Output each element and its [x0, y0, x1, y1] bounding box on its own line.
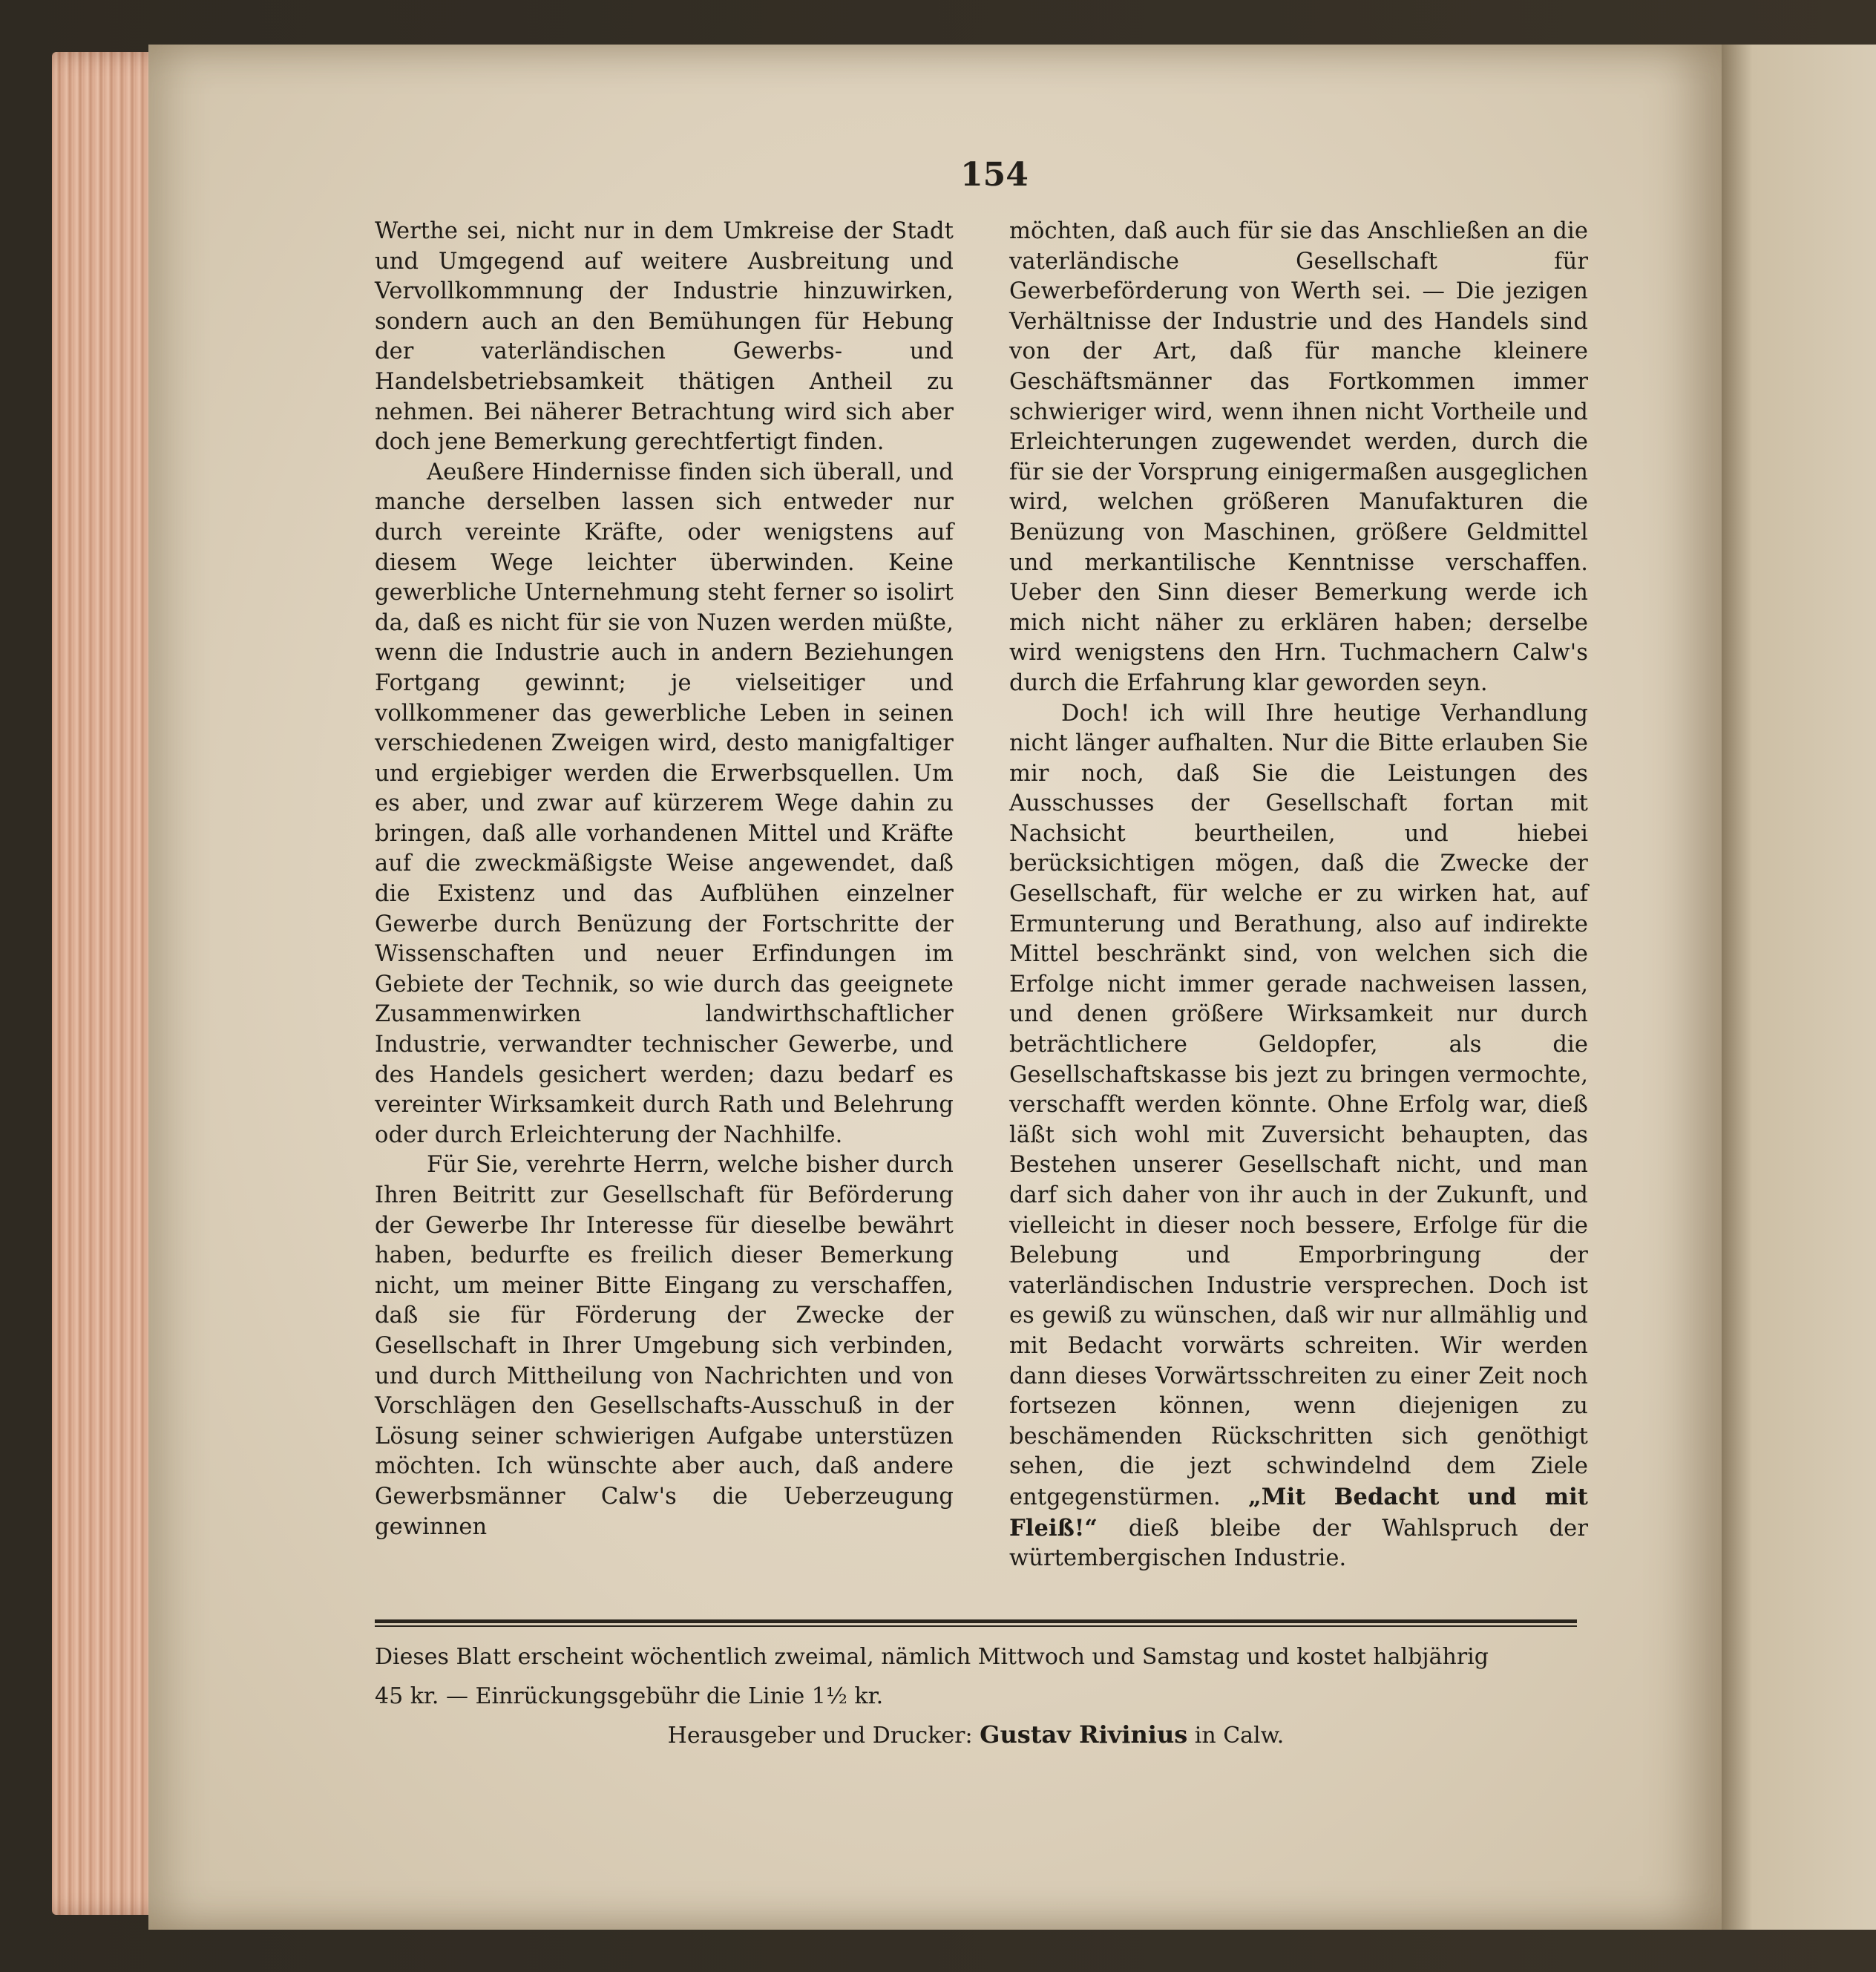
footer-line-2: 45 kr. — Einrückungsgebühr die Linie 1½ kr.	[375, 1683, 884, 1709]
facing-page-edge	[1722, 45, 1876, 1930]
left-paragraph-3: Für Sie, verehrte Herrn, welche bisher durch Ihren Beitritt zur Gesellschaft für Beförderung der Gewerbe Ihr Interesse für dieselbe bewährt haben, bedurfte es freilich dieser Bemerkung nicht, um meiner Bitte Eingang zu verschaffen, daß sie für Förderung der Zwecke der Gesellschaft in Ihrer Umgebung sich verbinden, und durch Mittheilung von Nachrichten und von Vorschlägen den Gesellschafts-Ausschuß in der Lösung seiner schwierigen Aufgabe unterstüzen möchten. Ich wünschte aber auch, daß andere Gewerbsmänner Calw's die Ueberzeugung gewinnen	[375, 1152, 954, 1540]
imprint-suffix: in Calw.	[1194, 1723, 1285, 1749]
footer-imprint	[375, 1720, 1577, 1749]
right-paragraph-2-text: Doch! ich will Ihre heutige Verhandlung nicht länger aufhalten. Nur die Bitte erlauben Sie mir noch, daß Sie die Leistungen des Ausschusses der Gesellschaft fortan mit Nachsicht beurtheilen, und hiebei berücksichtigen mögen, daß die Zwecke der Gesellschaft, für welche er zu wirken hat, auf Ermunterung und Berathung, also auf indirekte Mittel beschränkt sind, von welchen sich die Erfolge nicht immer gerade nachweisen lassen, und denen größere Wirksamkeit nur durch beträchtlichere Geldopfer, als die Gesellschaftskasse bis jezt zu bringen vermochte, verschafft werden könnte. Ohne Erfolg war, dieß läßt sich wohl mit Zuversicht behaupten, das Bestehen unserer Gesellschaft nicht, und man darf sich daher von ihr auch in der Zukunft, und vielleicht in dieser noch bessere, Erfolge für die Belebung und Emporbringung der vaterländischen Industrie versprechen. Doch ist es gewiß zu wünschen, daß wir nur allmählig und mit Bedacht vorwärts schreiten. Wir werden dann dieses Vorwärtsschreiten zu einer Zeit noch fortsezen können, wenn diejenigen zu beschämenden Rückschritten sich genöthigt sehen, die jezt schwindelnd dem Ziele entgegenstürmen.	[1009, 700, 1588, 1510]
right-column	[1009, 217, 1588, 1574]
publisher-name: Gustav Rivinius	[980, 1720, 1188, 1749]
right-paragraph-2	[1009, 699, 1588, 1574]
right-paragraph-1: möchten, daß auch für sie das Anschließen an die vaterländische Gesellschaft für Gewerbeförderung von Werth sei. — Die jezigen Verhältnisse der Industrie und des Handels sind von der Art, daß für manche kleinere Geschäftsmänner das Fortkommen immer schwieriger wird, wenn ihnen nicht Vortheile und Erleichterungen zugewendet werden, durch die für sie der Vorsprung einigermaßen ausgeglichen wird, welchen größeren Manufakturen die Benüzung von Maschinen, größere Geldmittel und merkantilische Kenntnisse verschaffen. Ueber den Sinn dieser Bemerkung werde ich mich nicht näher zu erklären haben; derselbe wird wenigstens den Hrn. Tuchmachern Calw's durch die Erfahrung klar geworden seyn.	[1009, 218, 1588, 696]
closing-text: dieß bleibe der Wahlspruch der würtembergischen Industrie.	[1009, 1515, 1588, 1572]
page-number: 154	[960, 156, 1029, 194]
footer-line-1: Dieses Blatt erscheint wöchentlich zweimal, nämlich Mittwoch und Samstag und kostet halbjährig	[375, 1644, 1489, 1670]
left-paragraph-2: Aeußere Hindernisse finden sich überall, und manche derselben lassen sich entweder nur durch vereinte Kräfte, oder wenigstens auf diesem Wege leichter überwinden. Keine gewerbliche Unternehmung steht ferner so isolirt da, daß es nicht für sie von Nuzen werden müßte, wenn die Industrie auch in andern Beziehungen Fortgang gewinnt; je vielseitiger und vollkommener das gewerbliche Leben in seinen verschiedenen Zweigen wird, desto manigfaltiger und ergiebiger werden die Erwerbsquellen. Um es aber, und zwar auf kürzerem Wege dahin zu bringen, daß alle vorhandenen Mittel und Kräfte auf die zweckmäßigste Weise angewendet, daß die Existenz und das Aufblühen einzelner Gewerbe durch Benüzung der Fortschritte der Wissenschaften und neuer Erfindungen im Gebiete der Technik, so wie durch das geeignete Zusammenwirken landwirthschaftlicher Industrie, verwandter technischer Gewerbe, und des Handels gesichert werden; dazu bedarf es vereinter Wirksamkeit durch Rath und Belehrung oder durch Erleichterung der Nachhilfe.	[375, 459, 954, 1148]
motto: „Mit Bedacht und mit Fleiß!“	[1009, 1483, 1588, 1542]
footer-rule	[375, 1619, 1577, 1627]
imprint-prefix: Herausgeber und Drucker:	[667, 1723, 973, 1749]
left-column	[375, 217, 954, 1542]
left-paragraph-1: Werthe sei, nicht nur in dem Umkreise der Stadt und Umgegend auf weitere Ausbreitung und Vervollkommnung der Industrie hinzuwirken, sondern auch an den Bemühungen für Hebung der vaterländischen Gewerbs- und Handelsbetriebsamkeit thätigen Antheil zu nehmen. Bei näherer Betrachtung wird sich aber doch jene Bemerkung gerechtfertigt finden.	[375, 218, 954, 456]
